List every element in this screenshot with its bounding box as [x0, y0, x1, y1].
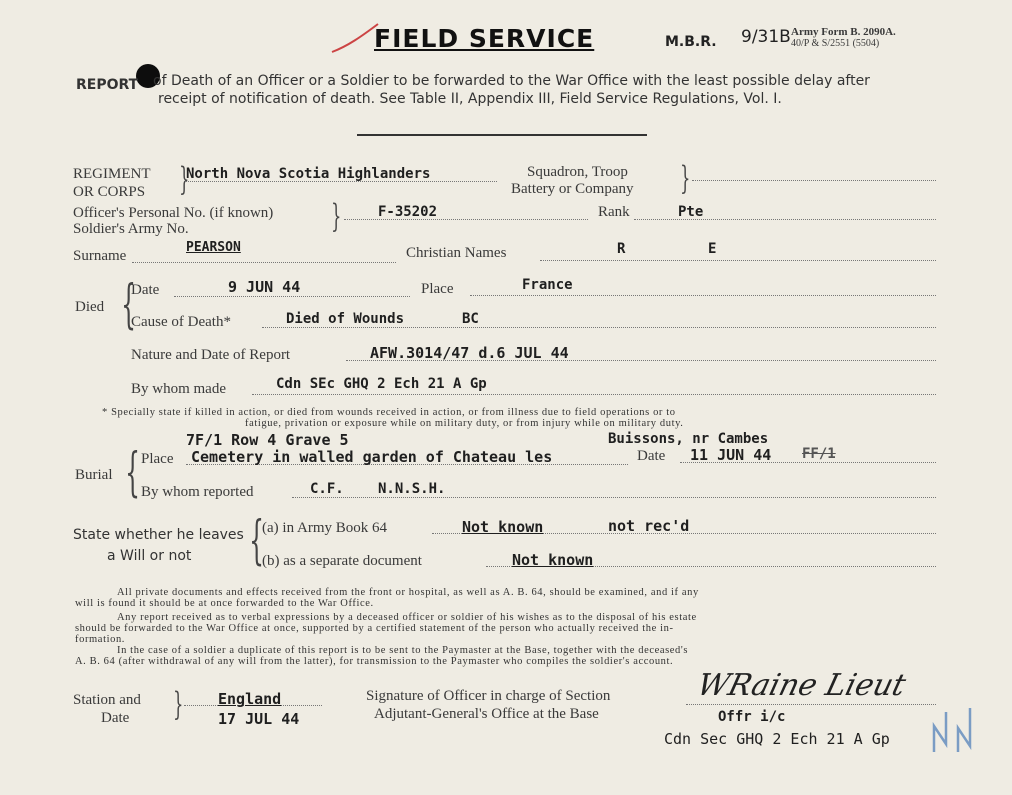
report-word: REPORT	[76, 77, 139, 93]
nature-value: AFW.3014/47 d.6 JUL 44	[370, 344, 569, 362]
blue-pencil-mark	[928, 702, 976, 766]
reported-by-value-1: C.F.	[310, 481, 344, 497]
by-whom-reported-label: By whom reported	[141, 484, 254, 500]
will-question-line1: State whether he leaves	[73, 527, 244, 543]
note-para3-line1: In the case of a soldier a duplicate of this report is to be sent to the Paymaster at the Base, together with the deceased's	[117, 645, 689, 656]
army-form-number: Army Form B. 2090A.	[791, 26, 896, 38]
regiment-brace: }	[179, 160, 190, 198]
by-whom-made-label: By whom made	[131, 381, 226, 397]
burial-place-label: Place	[141, 451, 174, 467]
cause-dotline	[262, 327, 936, 328]
will-army-book-note: not rec'd	[608, 517, 690, 535]
red-pencil-mark	[330, 22, 380, 60]
report-instructions-line2: receipt of notification of death. See Table II, Appendix III, Field Service Regulations, Vol. I.	[158, 91, 782, 107]
report-instructions-line1: of Death of an Officer or a Soldier to be forwarded to the War Office with the least possible delay after	[153, 73, 870, 89]
burial-place-value: Cemetery in walled garden of Chateau les	[191, 448, 553, 466]
surname-value: PEARSON	[186, 240, 241, 255]
died-place-label: Place	[421, 281, 454, 297]
died-date-label: Date	[131, 282, 160, 298]
initial-two-value: E	[708, 241, 717, 257]
footnote-line2: fatigue, privation or exposure while on military duty, or from injury while on military duty.	[245, 418, 684, 429]
station-date-label: Date	[101, 710, 130, 726]
will-brace: {	[249, 511, 264, 571]
signing-unit-value: Cdn Sec GHQ 2 Ech 21 A Gp	[664, 730, 890, 748]
station-value: England	[218, 690, 282, 708]
army-form-code: 40/P & S/2551 (5504)	[791, 38, 880, 49]
surname-label: Surname	[73, 248, 127, 264]
died-brace: {	[121, 275, 136, 335]
christian-names-label: Christian Names	[406, 245, 507, 261]
grave-reference-value: 7F/1 Row 4 Grave 5	[186, 431, 349, 449]
army-no-value: F-35202	[378, 204, 438, 220]
station-label: Station and	[73, 692, 141, 708]
squadron-label: Squadron, Troop	[527, 164, 628, 180]
burial-brace: {	[125, 443, 140, 503]
signature-label-line2: Adjutant-General's Office at the Base	[374, 706, 599, 722]
officer-no-label: Officer's Personal No. (if known)	[73, 205, 274, 221]
cause-code-value: BC	[462, 311, 479, 327]
army-no-brace: }	[331, 197, 342, 235]
by-whom-reported-dotline	[292, 497, 936, 498]
burial-date-label: Date	[637, 448, 666, 464]
reported-by-value-2: N.N.S.H.	[378, 481, 446, 497]
station-brace: }	[173, 685, 184, 723]
initial-one-value: R	[617, 241, 626, 257]
form-title: FIELD SERVICE	[374, 24, 595, 53]
cause-label: Cause of Death*	[131, 314, 231, 330]
by-whom-made-dotline	[252, 394, 936, 395]
regiment-label: REGIMENT	[73, 166, 151, 182]
note-para2-line2: should be forwarded to the War Office at once, supported by a certified statement of the person who actually received the in-	[75, 623, 674, 634]
rank-value: Pte	[678, 204, 704, 220]
signature-dotline	[686, 704, 936, 705]
mbr-number: 9/31B	[741, 27, 791, 47]
will-separate-doc-value: Not known	[512, 551, 594, 569]
corps-label: OR CORPS	[73, 184, 146, 200]
soldier-no-label: Soldier's Army No.	[73, 221, 189, 237]
regiment-value: North Nova Scotia Highlanders	[186, 166, 431, 182]
died-date-value: 9 JUN 44	[228, 278, 301, 296]
by-whom-made-value: Cdn SEc GHQ 2 Ech 21 A Gp	[276, 376, 487, 392]
died-place-dotline	[470, 295, 936, 296]
will-army-book-value: Not known	[462, 518, 544, 536]
note-para2-line3: formation.	[75, 634, 126, 645]
footnote-line1: * Specially state if killed in action, or died from wounds received in action, or from illness due to field operations or to	[102, 407, 676, 418]
header-divider	[357, 134, 647, 136]
note-para1-line1: All private documents and effects received from the front or hospital, as well as A. B. 64, should be examined, and if any	[117, 587, 699, 598]
handwritten-signature: WRaine Lieut	[693, 668, 910, 703]
signature-label-line1: Signature of Officer in charge of Section	[366, 688, 611, 704]
burial-extra-value: FF/1	[802, 446, 836, 462]
died-place-value: France	[522, 277, 573, 293]
note-para3-line2: A. B. 64 (after withdrawal of any will from the latter), for transmission to the Paymaster who compiles the soldier's account.	[75, 656, 674, 667]
cause-value: Died of Wounds	[286, 311, 405, 327]
note-para2-line1: Any report received as to verbal expressions by a deceased officer or soldier of his wishes as to the disposal of his estate	[117, 612, 697, 623]
christian-names-dotline	[540, 260, 936, 261]
battery-label: Battery or Company	[511, 181, 634, 197]
burial-date-value: 11 JUN 44	[690, 446, 772, 464]
burial-label: Burial	[75, 467, 113, 483]
squadron-dotline	[692, 180, 936, 181]
surname-dotline	[132, 262, 396, 263]
squadron-brace: }	[680, 159, 691, 197]
station-date-value: 17 JUL 44	[218, 710, 300, 728]
note-para1-line2: will is found it should be at once forwarded to the War Office.	[75, 598, 374, 609]
will-question-line2: a Will or not	[107, 548, 192, 564]
died-label: Died	[75, 299, 105, 315]
will-separate-doc-label: (b) as a separate document	[262, 553, 422, 569]
officer-in-charge-value: Offr i/c	[718, 709, 786, 725]
mbr-code: M.B.R.	[665, 34, 717, 50]
rank-label: Rank	[598, 204, 630, 220]
died-date-dotline	[174, 296, 410, 297]
grave-location-value: Buissons, nr Cambes	[608, 431, 769, 447]
will-army-book-label: (a) in Army Book 64	[262, 520, 387, 536]
nature-label: Nature and Date of Report	[131, 347, 291, 363]
